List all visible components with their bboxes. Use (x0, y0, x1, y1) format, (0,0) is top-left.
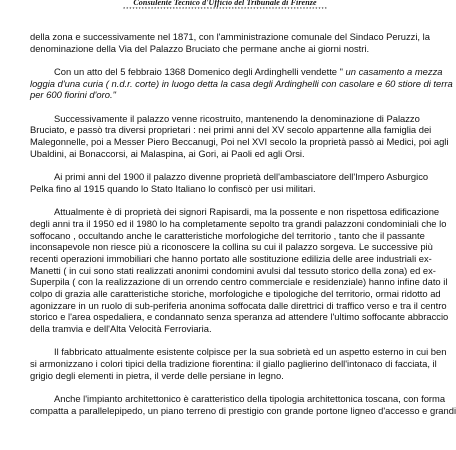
text-line: della zona e successivamente nel 1871, con l'amministrazione comunale del Sindaco Peruzzi, la (30, 31, 430, 42)
text-line: recenti operazioni immobiliari che hanno portato alle sostituzione edilizia delle aree industriali ex- (30, 252, 432, 264)
text-line: Il fabbricato attualmente esistente colpisce per la sua sobrietà ed un aspetto esterno in cui ben (54, 346, 447, 358)
text-line: Ai primi anni del 1900 il palazzo divenne proprietà dell'ambasciatore dell'Impero Asburgico (54, 171, 429, 183)
text-run: Con un atto del 5 febbraio 1368 Domenico degli Ardinghelli vendette " (54, 66, 346, 77)
page-header (0, 0, 450, 13)
text-line: si armonizzano i colori tipici della tradizione fiorentina: il giallo paglierino dell'intonaco di facciata, il (30, 358, 437, 370)
text-line: degli anni tra il 1950 ed il 1980 lo ha completamente sepolto tra grandi palazzoni condominiali che lo (30, 217, 447, 229)
text-line: della tramvia e dell'Alta Velocità Ferroviaria. (30, 323, 212, 335)
text-line: denominazione della Via del Palazzo Bruciato che permane anche ai giorni nostri. (30, 42, 370, 54)
text-line: Attualmente è di proprietà dei signori Rapisardi, ma la possente e non rispettosa edificazione (54, 206, 440, 218)
text-line: Ubaldini, ai Bonaccorsi, ai Malaspina, ai Gori, ai Paoli ed agli Orsi. (30, 147, 305, 159)
paragraph (30, 393, 456, 416)
text-line: storico e l'area ospedaliera, e condannato senza speranza ad attendere l'ultimo soffocante abbraccio (30, 311, 449, 323)
text-line: Superpila ( con la realizzazione di un orrendo centro commerciale e residenziale) hanno infine dato il (30, 276, 448, 288)
text-line: soffocano , occultando anche le caratteristiche morfologiche del territorio , tanto che il passante (30, 229, 425, 241)
paragraph (30, 346, 447, 381)
text-line (30, 66, 443, 78)
paragraph (30, 206, 449, 335)
text-line: Successivamente il palazzo venne ricostruito, mantenendo la denominazione di Palazzo (54, 112, 420, 124)
text-line: Anche l'impianto architettonico è caratteristico della tipologia architettonica toscana, con forma (54, 393, 446, 405)
text-line: Manetti ( in cui sono stati realizzati anonimi condomini avulsi dal tessuto storico della zona) ed ex- (30, 264, 436, 276)
text-line: grigio degli elementi in pietra, il verde delle persiane in legno. (30, 369, 284, 381)
paragraph (30, 112, 449, 160)
text-line: inconsapevole non riesce più a riconoscere la collina su cui il palazzo sorgeva. Le successive più (30, 241, 433, 253)
text-line: compatta a parallelepipedo, un piano terreno di prestigio con grande portone ligneo d'accesso e grandi (30, 404, 456, 416)
quoted-text: per 600 fiorini d'oro." (30, 89, 116, 101)
text-line: agonizzare in un ruolo di sub-periferia anonima soffocata dalle direttrici di traffico verso e tra il centro (30, 299, 447, 311)
text-line: Malegonnelle, poi a Messer Piero Beccanugi, Poi nel XVI secolo la proprietà passò ai Medici, poi agli (30, 136, 449, 148)
quoted-text: loggia d'una curia ( n.d.r. corte) in luogo detta la casa degli Ardinghelli con casolare e 60 stiore di terra (30, 77, 453, 89)
text-line: Bruciato, e passò tra diversi proprietari : nei primi anni del XV secolo appartenne alla famiglia dei (30, 124, 432, 136)
paragraph (30, 31, 428, 54)
text-line (30, 77, 453, 90)
paragraph (30, 66, 453, 101)
text-line: Pelka fino al 1915 quando lo Stato Italiano lo confiscò per usi militari. (30, 182, 316, 194)
header-asterisk-rule: ****************************************************************** (122, 7, 328, 13)
text-line (30, 89, 428, 101)
header-title: Consulente Tecnico d'Ufficio del Tribunale di Firenze (133, 0, 317, 7)
quoted-text: un casamento a mezza (345, 66, 443, 77)
document-body (30, 31, 456, 428)
paragraph (30, 171, 428, 194)
text-line: colpo di grazia alle caratteristiche storiche, morfologiche e tipologiche del territorio, ormai ridotto ad (30, 288, 441, 300)
